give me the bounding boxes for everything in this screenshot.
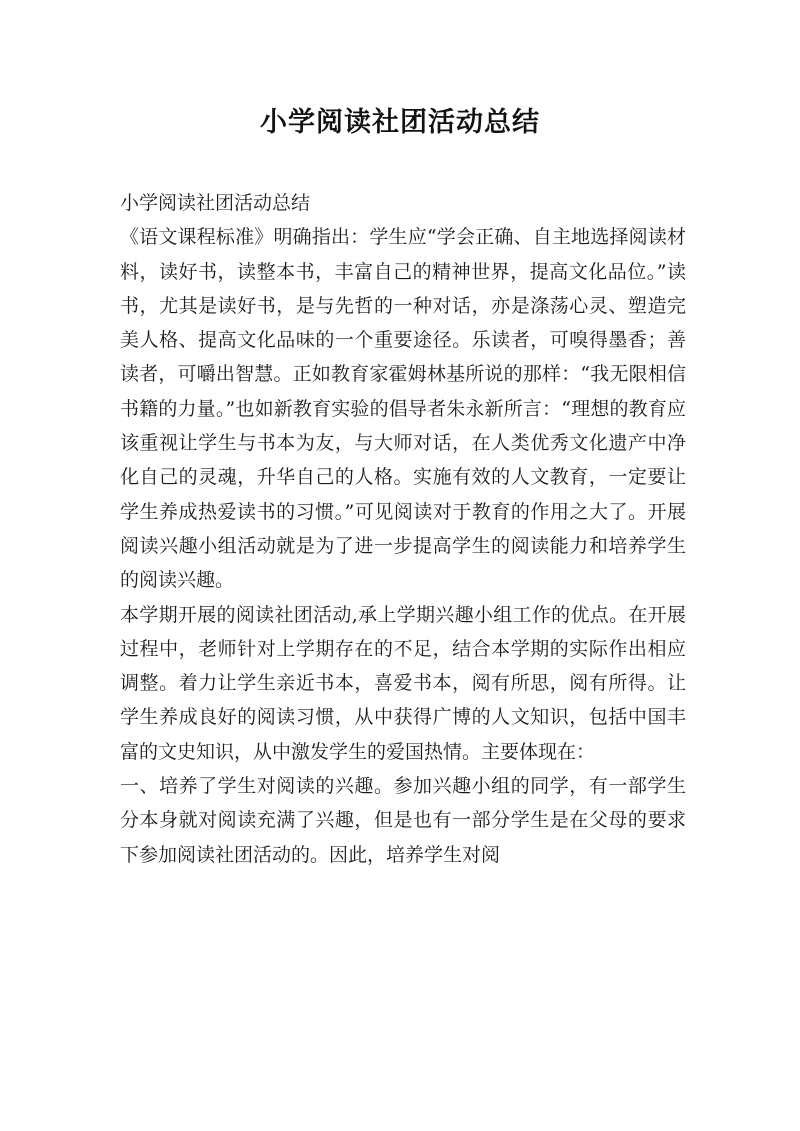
paragraph-semester: 本学期开展的阅读社团活动,承上学期兴趣小组工作的优点。在开展过程中，老师针对上学期存在的不足，结合本学期的实际作出相应调整。着力让学生亲近书本，喜爱书本，阅有所思，阅有所得。让学生养成良好的阅读习惯，从中获得广博的人文知识，包括中国丰富的文史知识，从中激发学生的爱国热情。主要体现在： [120,603,686,763]
paragraph-subtitle: 小学阅读社团活动总结 [120,192,311,214]
paragraph-intro: 《语文课程标准》明确指出：学生应“学会正确、自主地选择阅读材料，读好书，读整本书，丰富自己的精神世界，提高文化品位。”读书，尤其是读好书，是与先哲的一种对话，亦是涤荡心灵、塑造完美人格、提高文化品味的一个重要途径。乐读者，可嗅得墨香；善读者，可嚼出智慧。正如教育家霍姆林基所说的那样：“我无限相信书籍的力量。”也如新教育实验的倡导者朱永新所言：“理想的教育应该重视让学生与书本为友，与大师对话，在人类优秀文化遗产中净化自己的灵魂，升华自己的人格。实施有效的人文教育，一定要让学生养成热爱读书的习惯。”可见阅读对于教育的作用之大了。开展阅读兴趣小组活动就是为了进一步提高学生的阅读能力和培养学生的阅读兴趣。 [120,226,686,592]
document-title: 小学阅读社团活动总结 [260,107,540,138]
paragraph-point-one: 一、培养了学生对阅读的兴趣。参加兴趣小组的同学，有一部学生分本身就对阅读充满了兴趣，但是也有一部分学生是在父母的要求下参加阅读社团活动的。因此，培养学生对阅 [120,775,686,866]
document-body [120,186,686,872]
